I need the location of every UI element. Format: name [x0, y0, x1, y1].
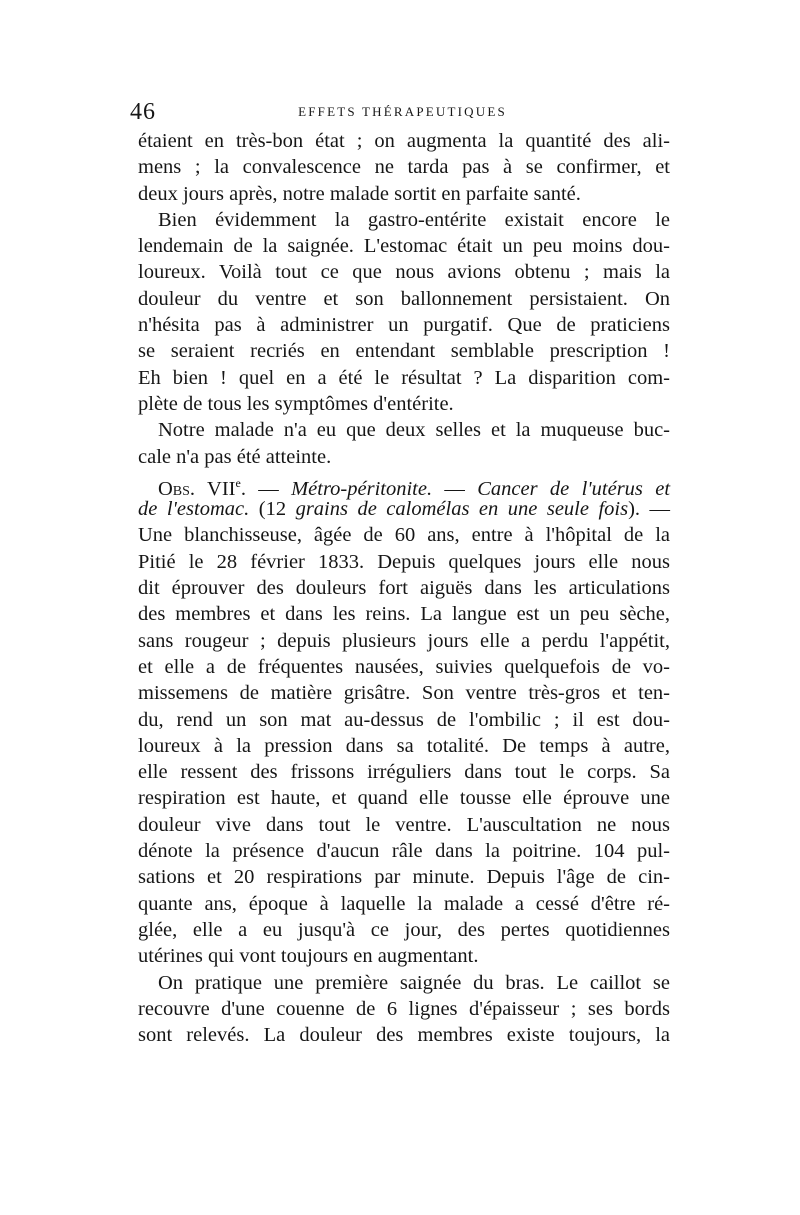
- obs-title: Métro-péritonite.: [291, 477, 433, 500]
- text-line: loureux à la pression dans sa totalité. De temps à autre,: [138, 734, 670, 757]
- text-line: utérines qui vont toujours en augmentant.: [138, 945, 479, 968]
- text-line: n'hésita pas à administrer un purgatif. Que de praticiens: [138, 314, 670, 337]
- text-line: sans rougeur ; depuis plusieurs jours elle a perdu l'appétit,: [138, 629, 670, 652]
- text-line: glée, elle a eu jusqu'à ce jour, des pertes quotidiennes: [138, 918, 670, 941]
- text-line: sont relevés. La douleur des membres existe toujours, la: [138, 1024, 670, 1047]
- page-number: 46: [130, 99, 156, 125]
- text-line: douleur vive dans tout le ventre. L'auscultation ne nous: [138, 813, 670, 836]
- text-line: Pitié le 28 février 1833. Depuis quelques jours elle nous: [138, 550, 670, 573]
- running-head: EFFETS THÉRAPEUTIQUES: [298, 104, 507, 119]
- text-line: étaient en très-bon état ; on augmenta la quantité des ali-: [138, 130, 670, 152]
- observation-heading: [138, 496, 670, 522]
- text-line: elle ressent des frissons irréguliers dans tout le corps. Sa: [138, 761, 670, 784]
- text-line: loureux. Voilà tout ce que nous avions obtenu ; mais la: [138, 261, 670, 284]
- text-line: lendemain de la saignée. L'estomac était un peu moins dou-: [138, 235, 670, 258]
- text-line: se seraient recriés en entendant semblable prescription !: [138, 340, 670, 363]
- text-line: dénote la présence d'aucun râle dans la poitrine. 104 pul-: [138, 840, 670, 863]
- text-line: du, rend un son mat au-dessus de l'ombilic ; il est dou-: [138, 708, 670, 731]
- text-line: quante ans, époque à laquelle la malade a cessé d'être ré-: [138, 892, 670, 915]
- text-line: Notre malade n'a eu que deux selles et la muqueuse buc-: [158, 419, 670, 442]
- text-line: plète de tous les symptômes d'entérite.: [138, 392, 454, 415]
- obs-dash: —: [444, 477, 465, 500]
- obs-subtitle: Cancer de l'utérus et: [477, 477, 671, 500]
- text-line: missemens de matière grisâtre. Son ventre très-gros et ten-: [138, 682, 670, 705]
- obs-label: Obs.: [158, 477, 196, 500]
- dose-number: 12: [265, 498, 287, 521]
- obs-number: VII: [207, 477, 236, 500]
- text-line: cale n'a pas été atteinte.: [138, 445, 332, 468]
- text-line: Eh bien ! quel en a été le résultat ? La disparition com-: [138, 366, 670, 389]
- text-line: mens ; la convalescence ne tarda pas à se confirmer, et: [138, 156, 670, 179]
- text-line: On pratique une première saignée du bras. Le caillot se: [158, 971, 670, 994]
- dose-paren: (: [258, 498, 266, 521]
- text-line: Une blanchisseuse, âgée de 60 ans, entre à l'hôpital de la: [138, 524, 670, 547]
- text-line: sations et 20 respirations par minute. Depuis l'âge de cin-: [138, 866, 670, 889]
- obs-subtitle: de l'estomac.: [138, 498, 250, 521]
- page-header: [130, 97, 675, 127]
- obs-dash: . —: [240, 477, 279, 500]
- obs-sup: e: [235, 475, 241, 490]
- text-line: des membres et dans les reins. La langue est un peu sèche,: [138, 603, 670, 626]
- dose-paren: ). —: [628, 498, 671, 521]
- dose-text: grains de calomélas en une seule fois: [295, 498, 629, 521]
- text-line: douleur du ventre et son ballonnement persistaient. On: [138, 287, 670, 310]
- body-text: [138, 128, 670, 1048]
- text-line: dit éprouver des douleurs fort aiguës dans les articulations: [138, 577, 670, 600]
- observation-heading: [138, 470, 671, 500]
- text-line: respiration est haute, et quand elle tousse elle éprouve une: [138, 787, 670, 810]
- text-line: recouvre d'une couenne de 6 lignes d'épaisseur ; ses bords: [138, 997, 670, 1020]
- text-line: et elle a de fréquentes nausées, suivies quelquefois de vo-: [138, 655, 670, 678]
- text-line: Bien évidemment la gastro-entérite existait encore le: [158, 208, 670, 231]
- text-line: deux jours après, notre malade sortit en parfaite santé.: [138, 182, 581, 205]
